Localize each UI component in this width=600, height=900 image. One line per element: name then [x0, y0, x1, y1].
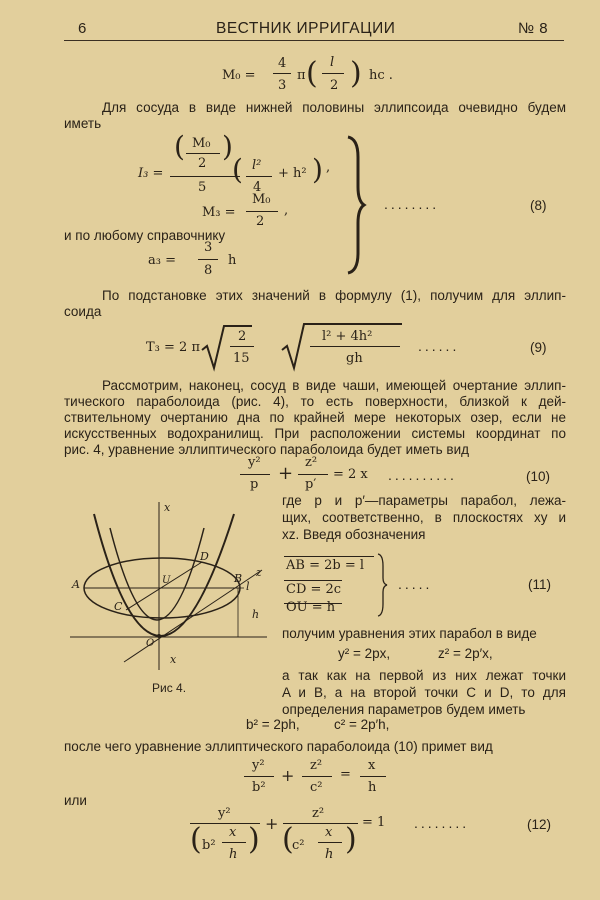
equation-parabola-y: y² = 2px,	[338, 646, 391, 661]
paragraph-4-line-2: щих, соответственно, в плоскостях xy и	[282, 510, 566, 525]
paragraph-1-line-2: иметь	[64, 116, 102, 131]
right-brace-11	[376, 552, 388, 618]
equation-c-squared: c² = 2p′h,	[334, 717, 390, 732]
paragraph-6-line-2: A и B, а на второй точки C и D, то для	[282, 685, 566, 700]
paragraph-2-line-1: По подстановке этих значений в формулу (1), получим для эллип-	[102, 288, 566, 303]
paragraph-1-line-1: Для сосуда в виде нижней половины эллипсоида очевидно будем	[102, 100, 566, 115]
fig-label-d: D	[200, 550, 209, 563]
right-brace-8	[345, 135, 365, 275]
paragraph-4-line-3: xz. Введя обозначения	[282, 527, 426, 542]
fig-label-x-bottom: x	[170, 653, 177, 666]
figure-caption: Рис 4.	[152, 681, 187, 695]
paragraph-3-line-2: тического параболоида (рис. 4), то есть поверхности, близкой к дей-	[64, 394, 566, 409]
paragraph-6-line-1: а так как на первой из них лежат точки	[282, 668, 566, 683]
fig-label-o: O	[146, 638, 155, 649]
page-number: 6	[78, 20, 87, 37]
paragraph-5-line-1: получим уравнения этих парабол в виде	[282, 626, 537, 641]
fig-label-u: U	[162, 575, 171, 586]
paragraph-3-line-4: искусственных водохранилищ. При расположении системы координат по	[64, 426, 566, 441]
paragraph-3-line-1: Рассмотрим, наконец, сосуд в виде чаши, имеющей очертание эллип-	[102, 378, 566, 393]
paragraph-3-line-5: рис. 4, уравнение эллиптического параболоида будет иметь вид	[64, 442, 470, 457]
fig-label-a: A	[72, 578, 80, 591]
paragraph-2-line-2: соида	[64, 304, 102, 319]
fig-label-l: l	[246, 580, 250, 593]
fig-label-b: B	[234, 572, 243, 585]
fig-label-c: C	[114, 600, 123, 613]
paragraph-7-line-1: после чего уравнение эллиптического параболоида (10) примет вид	[64, 739, 493, 754]
fig-label-x-top: x	[164, 501, 171, 514]
fig-label-z: z	[256, 566, 262, 579]
issue-number: № 8	[518, 20, 549, 37]
header-rule	[64, 40, 564, 41]
paragraph-8-line-1: или	[64, 793, 87, 808]
paragraph-4-line-1: где p и p′—параметры парабол, лежа-	[282, 493, 566, 508]
equation-b-squared: b² = 2ph,	[246, 717, 300, 732]
paragraph-3-line-3: ствительному очертанию дна по крайней мере некоторых озер, если не	[64, 410, 566, 425]
journal-title: ВЕСТНИК ИРРИГАЦИИ	[216, 20, 396, 37]
paragraph-6-line-3: определения параметров будем иметь	[282, 702, 526, 717]
figure-4-paraboloid	[62, 500, 272, 680]
fig-label-h: h	[252, 608, 260, 621]
equation-parabola-z: z² = 2p′x,	[438, 646, 493, 661]
